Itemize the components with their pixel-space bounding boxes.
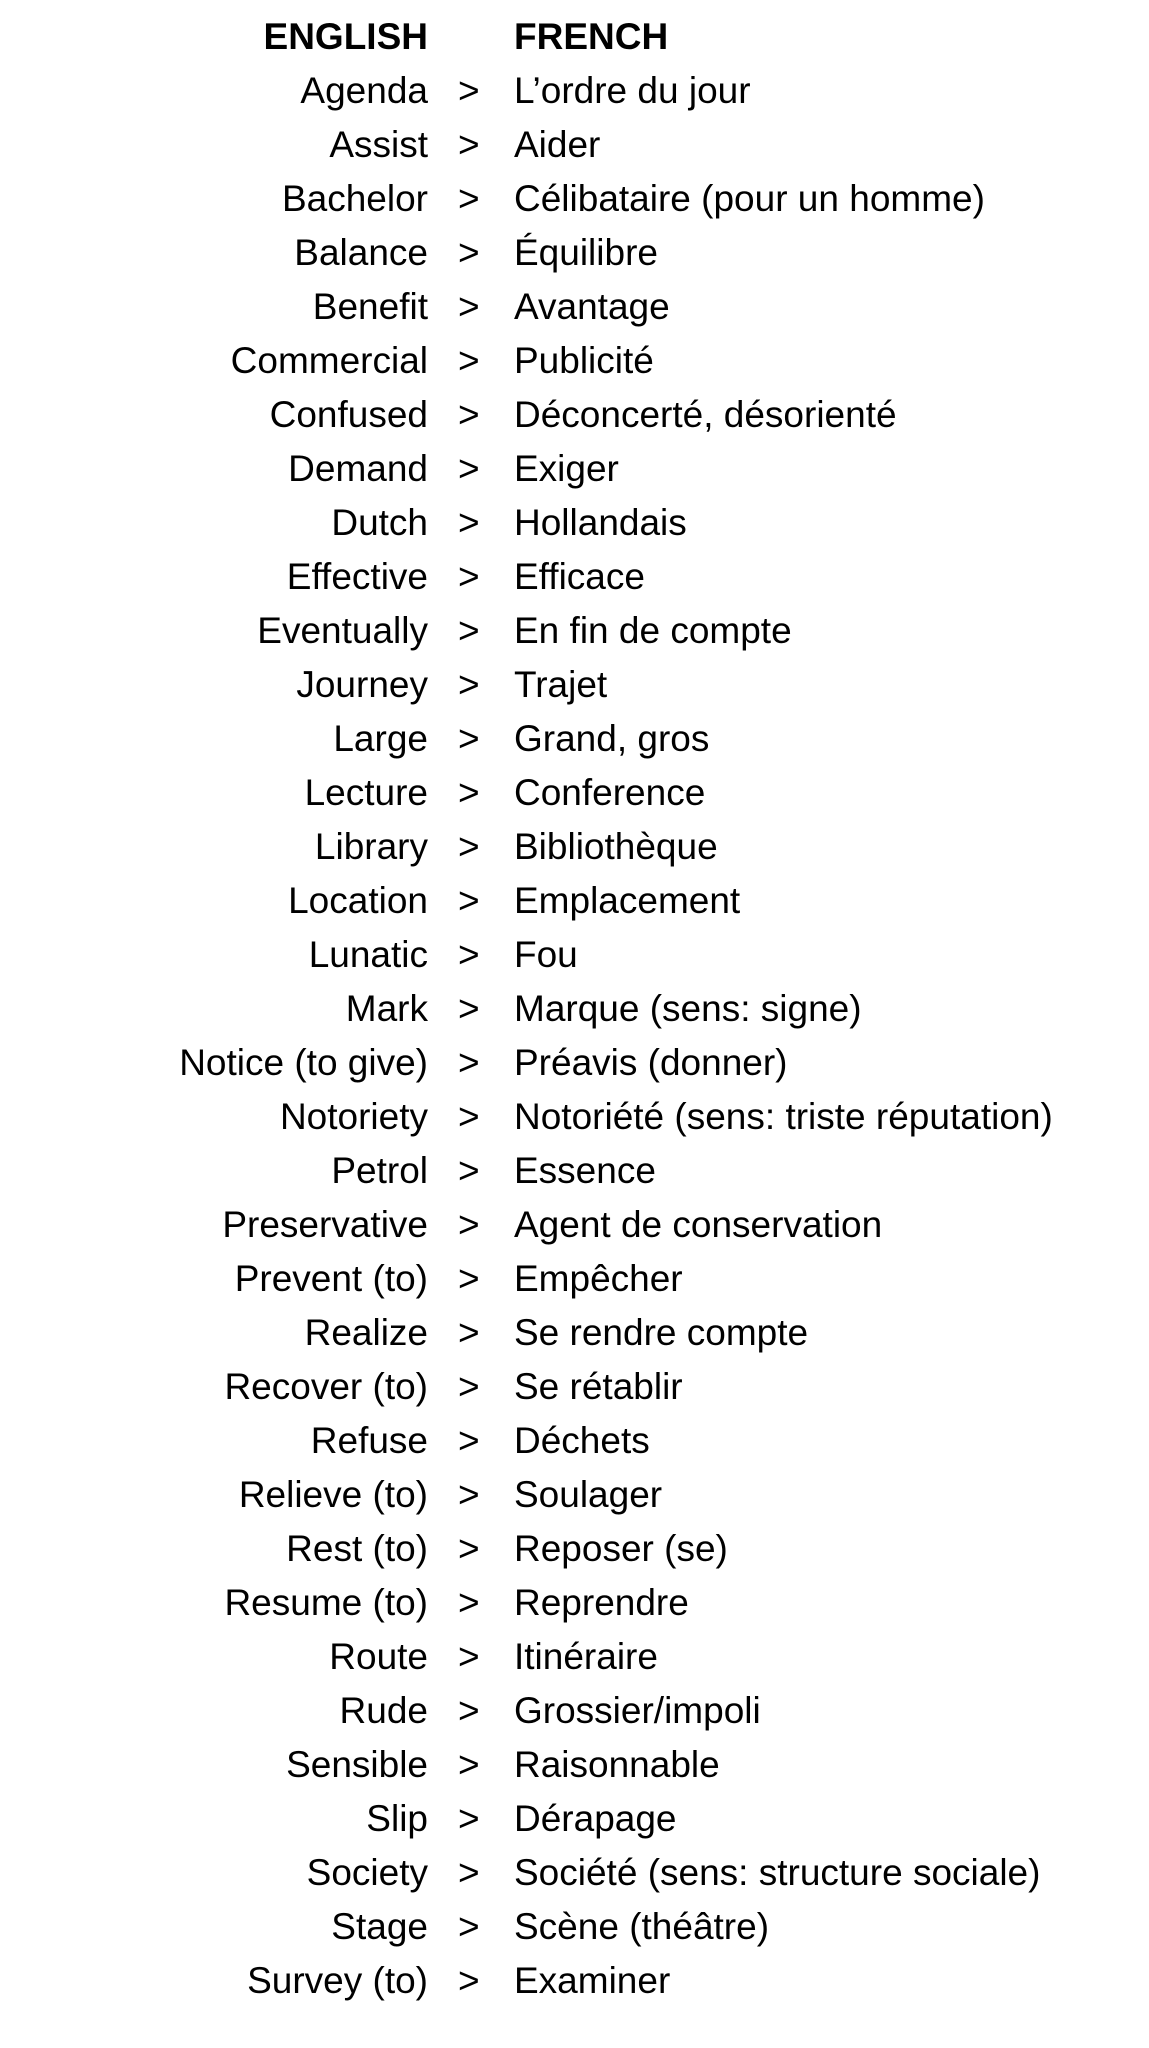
table-row — [0, 230, 1149, 284]
french-translation: Conference — [514, 772, 706, 813]
separator-arrow: > — [458, 610, 480, 651]
table-row — [0, 878, 1149, 932]
english-term: Commercial — [230, 340, 428, 381]
table-row — [0, 1904, 1149, 1958]
french-translation: Hollandais — [514, 502, 687, 543]
english-term: Dutch — [331, 502, 428, 543]
table-row — [0, 1634, 1149, 1688]
separator-arrow: > — [458, 880, 480, 921]
english-term: Refuse — [310, 1420, 428, 1461]
table-row — [0, 1094, 1149, 1148]
separator-arrow: > — [458, 232, 480, 273]
french-translation: L’ordre du jour — [514, 70, 751, 111]
french-translation: Empêcher — [514, 1258, 683, 1299]
table-row — [0, 500, 1149, 554]
table-row — [0, 68, 1149, 122]
separator-arrow: > — [458, 1042, 480, 1083]
separator-arrow: > — [458, 448, 480, 489]
french-translation: En fin de compte — [514, 610, 792, 651]
french-translation: Marque (sens: signe) — [514, 988, 862, 1029]
table-header — [0, 14, 1149, 68]
separator-arrow: > — [458, 934, 480, 975]
table-row — [0, 1202, 1149, 1256]
table-row — [0, 1742, 1149, 1796]
table-row — [0, 1958, 1149, 2012]
english-term: Large — [333, 718, 428, 759]
french-translation: Emplacement — [514, 880, 741, 921]
english-term: Survey (to) — [247, 1960, 428, 2001]
table-row — [0, 1364, 1149, 1418]
table-row — [0, 716, 1149, 770]
french-translation: Dérapage — [514, 1798, 677, 1839]
english-term: Route — [329, 1636, 428, 1677]
separator-arrow: > — [458, 394, 480, 435]
english-term: Journey — [296, 664, 428, 705]
table-row — [0, 1580, 1149, 1634]
french-translation: Itinéraire — [514, 1636, 658, 1677]
english-term: Stage — [331, 1906, 428, 1947]
table-row — [0, 1148, 1149, 1202]
french-translation: Grand, gros — [514, 718, 710, 759]
english-term: Petrol — [331, 1150, 428, 1191]
table-row — [0, 392, 1149, 446]
table-row — [0, 446, 1149, 500]
english-column-header: ENGLISH — [263, 16, 428, 57]
separator-arrow: > — [458, 1474, 480, 1515]
french-translation: Grossier/impoli — [514, 1690, 761, 1731]
separator-arrow: > — [458, 826, 480, 867]
french-translation: Équilibre — [514, 232, 658, 273]
separator-arrow: > — [458, 1690, 480, 1731]
french-translation: Publicité — [514, 340, 654, 381]
french-translation: Déconcerté, désorienté — [514, 394, 897, 435]
english-term: Balance — [294, 232, 428, 273]
separator-arrow: > — [458, 124, 480, 165]
french-translation: Trajet — [514, 664, 608, 705]
separator-arrow: > — [458, 502, 480, 543]
table-row — [0, 1472, 1149, 1526]
english-term: Assist — [329, 124, 428, 165]
table-row — [0, 1040, 1149, 1094]
separator-arrow: > — [458, 1636, 480, 1677]
english-term: Eventually — [257, 610, 428, 651]
separator-arrow: > — [458, 340, 480, 381]
english-term: Location — [288, 880, 428, 921]
french-translation: Société (sens: structure sociale) — [514, 1852, 1041, 1893]
english-term: Demand — [288, 448, 428, 489]
english-term: Library — [314, 826, 428, 867]
table-row — [0, 1688, 1149, 1742]
french-translation: Efficace — [514, 556, 645, 597]
english-term: Lunatic — [308, 934, 428, 975]
french-translation: Reposer (se) — [514, 1528, 728, 1569]
separator-arrow: > — [458, 1258, 480, 1299]
english-term: Realize — [304, 1312, 428, 1353]
separator-arrow: > — [458, 556, 480, 597]
french-translation: Bibliothèque — [514, 826, 718, 867]
separator-arrow: > — [458, 178, 480, 219]
separator-arrow: > — [458, 1798, 480, 1839]
french-translation: Préavis (donner) — [514, 1042, 788, 1083]
separator-arrow: > — [458, 286, 480, 327]
french-translation: Scène (théâtre) — [514, 1906, 770, 1947]
separator-arrow: > — [458, 1906, 480, 1947]
english-term: Recover (to) — [224, 1366, 428, 1407]
french-translation: Raisonnable — [514, 1744, 720, 1785]
table-body — [0, 68, 1149, 2012]
table-row — [0, 338, 1149, 392]
english-term: Preservative — [222, 1204, 428, 1245]
separator-arrow: > — [458, 1528, 480, 1569]
english-term: Resume (to) — [224, 1582, 428, 1623]
english-term: Prevent (to) — [234, 1258, 428, 1299]
french-column-header: FRENCH — [514, 16, 669, 57]
english-term: Rude — [339, 1690, 428, 1731]
separator-arrow: > — [458, 1960, 480, 2001]
english-term: Confused — [269, 394, 428, 435]
separator-arrow: > — [458, 1312, 480, 1353]
table-row — [0, 1796, 1149, 1850]
english-term: Benefit — [312, 286, 428, 327]
french-translation: Fou — [514, 934, 578, 975]
english-term: Mark — [345, 988, 428, 1029]
english-term: Relieve (to) — [238, 1474, 428, 1515]
french-translation: Exiger — [514, 448, 619, 489]
french-translation: Se rendre compte — [514, 1312, 809, 1353]
separator-arrow: > — [458, 1150, 480, 1191]
separator-arrow: > — [458, 1204, 480, 1245]
separator-arrow: > — [458, 718, 480, 759]
table-row — [0, 1526, 1149, 1580]
table-row — [0, 1310, 1149, 1364]
separator-arrow: > — [458, 664, 480, 705]
french-translation: Célibataire (pour un homme) — [514, 178, 985, 219]
english-term: Bachelor — [281, 178, 428, 219]
table-row — [0, 554, 1149, 608]
separator-arrow: > — [458, 1744, 480, 1785]
english-term: Effective — [286, 556, 428, 597]
table-row — [0, 1418, 1149, 1472]
english-term: Society — [306, 1852, 428, 1893]
table-row — [0, 824, 1149, 878]
separator-arrow: > — [458, 1582, 480, 1623]
separator-arrow: > — [458, 70, 480, 111]
french-translation: Essence — [514, 1150, 656, 1191]
french-translation: Aider — [514, 124, 601, 165]
separator-arrow: > — [458, 1852, 480, 1893]
table-row — [0, 122, 1149, 176]
table-row — [0, 284, 1149, 338]
english-term: Lecture — [304, 772, 428, 813]
table-row — [0, 770, 1149, 824]
table-row — [0, 1850, 1149, 1904]
table-row — [0, 662, 1149, 716]
english-term: Notoriety — [279, 1096, 428, 1137]
separator-arrow: > — [458, 772, 480, 813]
separator-arrow: > — [458, 1420, 480, 1461]
table-row — [0, 1256, 1149, 1310]
english-term: Notice (to give) — [179, 1042, 428, 1083]
french-translation: Soulager — [514, 1474, 663, 1515]
french-translation: Agent de conservation — [514, 1204, 883, 1245]
english-term: Sensible — [286, 1744, 428, 1785]
french-translation: Déchets — [514, 1420, 650, 1461]
english-term: Rest (to) — [286, 1528, 428, 1569]
french-translation: Se rétablir — [514, 1366, 683, 1407]
english-term: Slip — [366, 1798, 428, 1839]
french-translation: Avantage — [514, 286, 670, 327]
french-translation: Notoriété (sens: triste réputation) — [514, 1096, 1053, 1137]
french-translation: Examiner — [514, 1960, 671, 2001]
english-term: Agenda — [300, 70, 428, 111]
separator-arrow: > — [458, 988, 480, 1029]
french-translation: Reprendre — [514, 1582, 689, 1623]
table-row — [0, 176, 1149, 230]
table-row — [0, 608, 1149, 662]
vocabulary-table — [0, 14, 1149, 2012]
separator-arrow: > — [458, 1096, 480, 1137]
table-row — [0, 986, 1149, 1040]
separator-arrow: > — [458, 1366, 480, 1407]
table-row — [0, 932, 1149, 986]
